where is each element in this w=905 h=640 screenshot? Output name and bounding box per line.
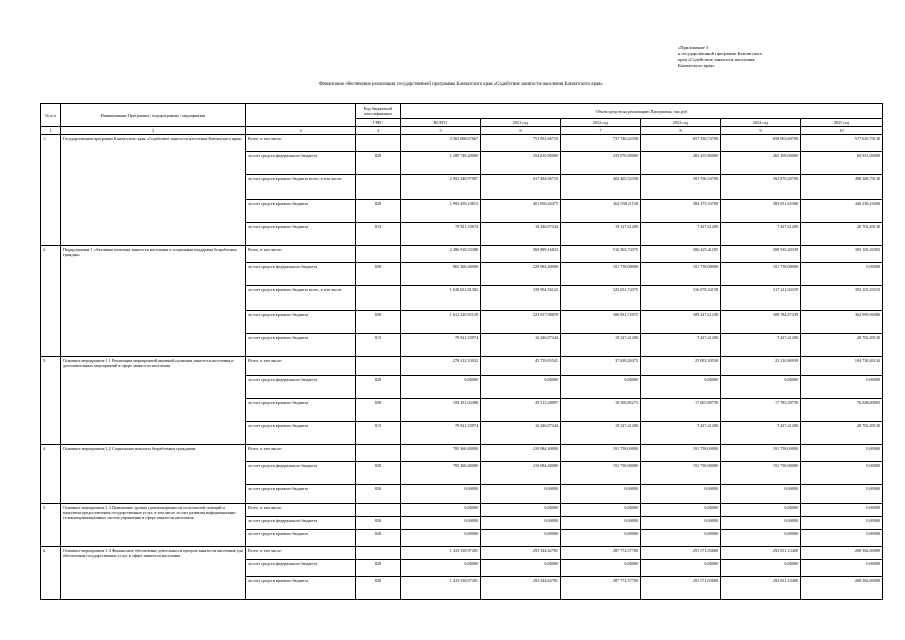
row-2022: 0,00000 bbox=[561, 560, 641, 577]
row-2025: 0,00000 bbox=[801, 560, 883, 577]
index-cell: 7 bbox=[561, 127, 641, 135]
row-grbs bbox=[356, 445, 401, 462]
row-2021: 417 484,96719 bbox=[481, 175, 561, 200]
row-2022: 306 931,72975 bbox=[561, 311, 641, 334]
row-2024: 0,00000 bbox=[721, 504, 801, 517]
row-2022: 0,00000 bbox=[561, 376, 641, 399]
row-source: Всего, в том числе: bbox=[246, 504, 356, 517]
index-cell: 5 bbox=[401, 127, 481, 135]
index-cell: 9 bbox=[721, 127, 801, 135]
row-2021: 354 810,90000 bbox=[481, 152, 561, 175]
row-2022: 0,00000 bbox=[561, 504, 641, 517]
appendix-line-4: Камчатского края» bbox=[678, 63, 715, 69]
row-grbs bbox=[356, 504, 401, 517]
row-2025: 577 610,79130 bbox=[801, 135, 883, 152]
row-total: 1 289 748,20000 bbox=[401, 152, 481, 175]
row-2022: 191 758,00000 bbox=[561, 263, 641, 286]
row-2023: 0,00000 bbox=[641, 517, 721, 530]
table-row bbox=[41, 445, 883, 462]
row-source: за счет средств федерального бюджета bbox=[246, 462, 356, 485]
row-2021: 401 856,26475 bbox=[481, 200, 561, 223]
row-2021: 0,00000 bbox=[481, 560, 561, 577]
row-2024: 292 651,13400 bbox=[721, 547, 801, 560]
row-2025: 393 103,20310 bbox=[801, 286, 883, 311]
index-cell: 4 bbox=[356, 127, 401, 135]
row-grbs: 820 bbox=[356, 200, 401, 223]
row-2024: 7 427,41200 bbox=[721, 334, 801, 357]
row-source: за счет средств федерального бюджета bbox=[246, 263, 356, 286]
row-2024: 0,00000 bbox=[721, 560, 801, 577]
row-source: за счет средств краевого бюджета bbox=[246, 530, 356, 547]
row-2021: 339 904,56122 bbox=[481, 286, 561, 311]
row-2022: 37 628,26473 bbox=[561, 357, 641, 376]
row-total: 0,00000 bbox=[401, 517, 481, 530]
row-grbs: 820 bbox=[356, 517, 401, 530]
appendix-note bbox=[678, 45, 888, 69]
row-2025: 0,00000 bbox=[801, 263, 883, 286]
row-total: 785 360,40000 bbox=[401, 445, 481, 462]
row-2024: 0,00000 bbox=[721, 376, 801, 399]
header-year-2022: 2022 год bbox=[561, 119, 641, 127]
row-2024: 17 783,39739 bbox=[721, 399, 801, 422]
table-row bbox=[41, 504, 883, 517]
row-2025: 395 165,20393 bbox=[801, 246, 883, 263]
row-grbs bbox=[356, 175, 401, 200]
row-2024: 317 211,94339 bbox=[721, 286, 801, 311]
row-source: за счет средств краевого бюджета всего, в том числе: bbox=[246, 175, 356, 200]
header-name: Наименование Программы / подпрограммы / мероприятия bbox=[61, 104, 246, 127]
row-2023: 0,00000 bbox=[641, 485, 721, 504]
row-total: 1 612 520,95129 bbox=[401, 311, 481, 334]
row-2025: 0,00000 bbox=[801, 376, 883, 399]
row-2023: 316 678,34158 bbox=[641, 286, 721, 311]
row-2024: 191 758,00000 bbox=[721, 462, 801, 485]
row-2024: 0,00000 bbox=[721, 517, 801, 530]
row-source: за счет средств федерального бюджета bbox=[246, 152, 356, 175]
row-source: за счет средств краевого бюджета bbox=[246, 422, 356, 445]
appendix-line-2: к государственной программе Камчатского bbox=[678, 51, 763, 57]
row-name: Основное мероприятие 1.3 Повышение уровня удовлетворенности получателей позиций и качеством предоставления государственных услуг, в том числе за счет развития информационно-телекоммуникационных систем управления в сфере занятости населения bbox=[61, 504, 246, 547]
row-2021: 16 246,07244 bbox=[481, 422, 561, 445]
row-source: за счет средств краевого бюджета bbox=[246, 334, 356, 357]
row-2022: 191 758,00000 bbox=[561, 462, 641, 485]
header-kbk: Код бюджетной классификации bbox=[356, 104, 401, 119]
row-2023: 7 427,41200 bbox=[641, 334, 721, 357]
row-grbs bbox=[356, 547, 401, 560]
row-source: Всего, в том числе: bbox=[246, 135, 356, 152]
row-2024: 191 758,00000 bbox=[721, 445, 801, 462]
row-total: 0,00000 bbox=[401, 530, 481, 547]
row-2022: 18 500,85273 bbox=[561, 399, 641, 422]
row-2022: 362 938,11158 bbox=[561, 200, 641, 223]
row-grbs bbox=[356, 246, 401, 263]
table-row bbox=[41, 357, 883, 376]
row-2025: 28 702,49130 bbox=[801, 223, 883, 246]
row-2022: 0,00000 bbox=[561, 530, 641, 547]
header-year-2023: 2023 год bbox=[641, 119, 721, 127]
row-source: за счет средств краевого бюджета bbox=[246, 485, 356, 504]
row-grbs bbox=[356, 135, 401, 152]
row-grbs: 820 bbox=[356, 560, 401, 577]
row-grbs: 820 bbox=[356, 577, 401, 600]
appendix-line-3: края «Содействие занятости населения bbox=[678, 57, 755, 63]
row-grbs: 820 bbox=[356, 311, 401, 334]
row-name: Подпрограмма 1 «Активная политика занятости населения и социальная поддержка безработных граждан» bbox=[61, 246, 246, 357]
row-2023: 0,00000 bbox=[641, 530, 721, 547]
row-2022: 737 746,42358 bbox=[561, 135, 641, 152]
row-number: 4. bbox=[41, 445, 61, 504]
row-grbs: 820 bbox=[356, 263, 401, 286]
row-total: 1 433 338,97281 bbox=[401, 577, 481, 600]
row-2023: 191 758,00000 bbox=[641, 462, 721, 485]
row-total: 0,00000 bbox=[401, 560, 481, 577]
row-2025: 0,00000 bbox=[801, 462, 883, 485]
row-2025: 28 702,49130 bbox=[801, 334, 883, 357]
row-2021: 0,00000 bbox=[481, 517, 561, 530]
row-2023: 191 758,00000 bbox=[641, 445, 721, 462]
index-cell: 2 bbox=[61, 127, 246, 135]
row-2023: 0,00000 bbox=[641, 560, 721, 577]
row-2025: 28 702,49130 bbox=[801, 422, 883, 445]
row-number: 5. bbox=[41, 504, 61, 547]
row-2023: 17 665,89739 bbox=[641, 399, 721, 422]
row-source: за счет средств краевого бюджета bbox=[246, 311, 356, 334]
document-title: Финансовое обеспечение реализации государственной программы Камчатского края «Содействие занятости населения Камчатского края» bbox=[319, 82, 603, 87]
row-grbs: 820 bbox=[356, 485, 401, 504]
header-total: ВСЕГО bbox=[401, 119, 481, 127]
row-name: Основное мероприятие 1.2 Социальные выплаты безработным гражданам bbox=[61, 445, 246, 504]
row-total: 78 921,33974 bbox=[401, 422, 481, 445]
row-source: Всего, в том числе: bbox=[246, 246, 356, 263]
row-2021: 210 084,40000 bbox=[481, 462, 561, 485]
row-2023: 7 427,41200 bbox=[641, 223, 721, 246]
table-row bbox=[41, 135, 883, 152]
row-grbs: 820 bbox=[356, 530, 401, 547]
index-cell: 3 bbox=[246, 127, 356, 135]
row-2021: 0,00000 bbox=[481, 376, 561, 399]
row-total: 865 360,40000 bbox=[401, 263, 481, 286]
row-2023: 384 273,33700 bbox=[641, 200, 721, 223]
row-2023: 7 427,41200 bbox=[641, 422, 721, 445]
row-source: за счет средств краевого бюджета bbox=[246, 577, 356, 600]
row-source: за счет средств краевого бюджета всего, в том числе: bbox=[246, 286, 356, 311]
row-2021: 293 344,62781 bbox=[481, 577, 561, 600]
row-2023: 0,00000 bbox=[641, 376, 721, 399]
row-2025: 0,00000 bbox=[801, 517, 883, 530]
row-2022: 0,00000 bbox=[561, 517, 641, 530]
row-2022: 516 503,74375 bbox=[561, 246, 641, 263]
row-number: 1. bbox=[41, 135, 61, 246]
row-2021: 229 984,40000 bbox=[481, 263, 561, 286]
index-cell: 10 bbox=[801, 127, 883, 135]
row-2025: 268 382,60009 bbox=[801, 577, 883, 600]
row-2023: 25 093,30530 bbox=[641, 357, 721, 376]
row-grbs: 820 bbox=[356, 152, 401, 175]
row-2024: 265 309,00000 bbox=[721, 152, 801, 175]
row-source: Всего, в том числе: bbox=[246, 547, 356, 560]
appendix-line-1: «Приложение 5 bbox=[678, 45, 709, 50]
row-2021: 16 246,07244 bbox=[481, 334, 561, 357]
row-2021: 569 889,16823 bbox=[481, 246, 561, 263]
row-name: Основное мероприятие 1.4 Финансовое обеспечение деятельности центров занятости населения для обеспечения государственных услуг в сфере занятости населения bbox=[61, 547, 246, 600]
row-2025: 488 368,79130 bbox=[801, 175, 883, 200]
header-year-2024: 2024 год bbox=[721, 119, 801, 127]
header-volume: Объем средств на реализацию Программы, тыс.руб bbox=[401, 104, 883, 119]
row-2022: 402 465,52358 bbox=[561, 175, 641, 200]
row-2021: 323 657,98878 bbox=[481, 311, 561, 334]
row-source: за счет средств федерального бюджета bbox=[246, 560, 356, 577]
row-2025: 104 730,40134 bbox=[801, 357, 883, 376]
row-2024: 25 210,80939 bbox=[721, 357, 801, 376]
row-source: за счет средств краевого бюджета bbox=[246, 399, 356, 422]
row-total: 78 921,33974 bbox=[401, 223, 481, 246]
row-2023: 0,00000 bbox=[641, 504, 721, 517]
table-row bbox=[41, 547, 883, 560]
row-name: Государственная программа Камчатского края «Содействие занятости населения Камчатского края» bbox=[61, 135, 246, 246]
row-source: за счет средств федерального бюджета bbox=[246, 376, 356, 399]
row-2025: 68 811,00000 bbox=[801, 152, 883, 175]
row-2021: 210 084,40000 bbox=[481, 445, 561, 462]
row-2022: 0,00000 bbox=[561, 485, 641, 504]
table-row bbox=[41, 246, 883, 263]
row-2023: 657 356,74700 bbox=[641, 135, 721, 152]
row-total: 0,00000 bbox=[401, 485, 481, 504]
row-2024: 658 063,60700 bbox=[721, 135, 801, 152]
row-2022: 287 772,57700 bbox=[561, 577, 641, 600]
row-2025: 0,00000 bbox=[801, 485, 883, 504]
row-2021: 16 246,07244 bbox=[481, 223, 561, 246]
row-2024: 0,00000 bbox=[721, 485, 801, 504]
row-grbs: 813 bbox=[356, 422, 401, 445]
row-2024: 191 758,00000 bbox=[721, 263, 801, 286]
row-source: за счет средств краевого бюджета bbox=[246, 223, 356, 246]
row-2024: 7 427,41200 bbox=[721, 422, 801, 445]
row-total: 2 092 349,97087 bbox=[401, 175, 481, 200]
row-2024: 0,00000 bbox=[721, 530, 801, 547]
row-grbs: 813 bbox=[356, 223, 401, 246]
row-2024: 292 651,13400 bbox=[721, 577, 801, 600]
row-2024: 385 651,65300 bbox=[721, 200, 801, 223]
row-2021: 0,00000 bbox=[481, 485, 561, 504]
row-2024: 392 870,20700 bbox=[721, 175, 801, 200]
row-total: 0,00000 bbox=[401, 376, 481, 399]
row-grbs: 820 bbox=[356, 462, 401, 485]
header-grbs: ГРБС bbox=[356, 119, 401, 127]
row-2021: 29 513,28097 bbox=[481, 399, 561, 422]
index-cell: 6 bbox=[481, 127, 561, 135]
row-number: 2. bbox=[41, 246, 61, 357]
row-total: 78 921,33974 bbox=[401, 334, 481, 357]
row-2021: 293 344,62781 bbox=[481, 547, 561, 560]
row-name: Основное мероприятие 1.1 Реализация мероприятий активной политики занятости населения и дополнительных мероприятий в сфере занятости населения bbox=[61, 357, 246, 445]
header-year-2021: 2021 год bbox=[481, 119, 561, 127]
row-total: 0,00000 bbox=[401, 504, 481, 517]
row-total: 2 496 918,53388 bbox=[401, 246, 481, 263]
row-2025: 0,00000 bbox=[801, 504, 883, 517]
row-2021: 45 759,95541 bbox=[481, 357, 561, 376]
row-total: 199 291,02498 bbox=[401, 399, 481, 422]
row-2023: 309 247,41238 bbox=[641, 311, 721, 334]
row-number: 6. bbox=[41, 547, 61, 600]
row-total: 3 382 068,67667 bbox=[401, 135, 481, 152]
row-2023: 291 571,03600 bbox=[641, 577, 721, 600]
row-2023: 506 425,41185 bbox=[641, 246, 721, 263]
row-2025: 0,00000 bbox=[801, 530, 883, 547]
row-2021: 0,00000 bbox=[481, 504, 561, 517]
row-source: за счет средств федерального бюджета bbox=[246, 517, 356, 530]
row-2024: 308 784,87339 bbox=[721, 311, 801, 334]
row-2025: 0,00000 bbox=[801, 445, 883, 462]
header-year-2025: 2025 год bbox=[801, 119, 883, 127]
row-total: 1 433 338,97281 bbox=[401, 547, 481, 560]
row-2021: 0,00000 bbox=[481, 530, 561, 547]
row-2024: 7 427,41200 bbox=[721, 223, 801, 246]
row-2023: 391 706,54700 bbox=[641, 175, 721, 200]
row-total: 1 630 651,81382 bbox=[401, 286, 481, 311]
row-2023: 191 758,00000 bbox=[641, 263, 721, 286]
row-source: Всего, в том числе: bbox=[246, 357, 356, 376]
row-2021: 751 591,66719 bbox=[481, 135, 561, 152]
row-total: 785 360,40000 bbox=[401, 462, 481, 485]
header-no: № п/п bbox=[41, 104, 61, 127]
row-2023: 291 571,03600 bbox=[641, 547, 721, 560]
row-2023: 265 255,80000 bbox=[641, 152, 721, 175]
row-total: 1 995 458,10813 bbox=[401, 200, 481, 223]
row-2022: 287 772,57700 bbox=[561, 547, 641, 560]
row-2022: 19 127,41200 bbox=[561, 223, 641, 246]
row-2025: 440 236,19200 bbox=[801, 200, 883, 223]
index-cell: 1 bbox=[41, 127, 61, 135]
financing-table bbox=[40, 103, 883, 600]
row-2022: 19 127,41200 bbox=[561, 422, 641, 445]
row-2025: 76 028,00003 bbox=[801, 399, 883, 422]
row-2024: 508 935,29339 bbox=[721, 246, 801, 263]
row-2022: 325 651,74375 bbox=[561, 286, 641, 311]
row-total: 278 212,53032 bbox=[401, 357, 481, 376]
row-2022: 191 758,00000 bbox=[561, 445, 641, 462]
row-grbs: 820 bbox=[356, 376, 401, 399]
row-source: Всего, в том числе: bbox=[246, 445, 356, 462]
row-grbs bbox=[356, 357, 401, 376]
row-grbs: 820 bbox=[356, 399, 401, 422]
column-index-row bbox=[41, 127, 883, 135]
row-2022: 19 127,41200 bbox=[561, 334, 641, 357]
row-grbs: 813 bbox=[356, 334, 401, 357]
header-source bbox=[246, 104, 356, 127]
table-header-row-1 bbox=[41, 104, 883, 119]
row-2025: 364 999,96986 bbox=[801, 311, 883, 334]
row-grbs bbox=[356, 286, 401, 311]
row-2022: 335 076,90000 bbox=[561, 152, 641, 175]
index-cell: 8 bbox=[641, 127, 721, 135]
row-2025: 268 382,60009 bbox=[801, 547, 883, 560]
row-number: 3. bbox=[41, 357, 61, 445]
row-source: за счет средств краевого бюджета bbox=[246, 200, 356, 223]
